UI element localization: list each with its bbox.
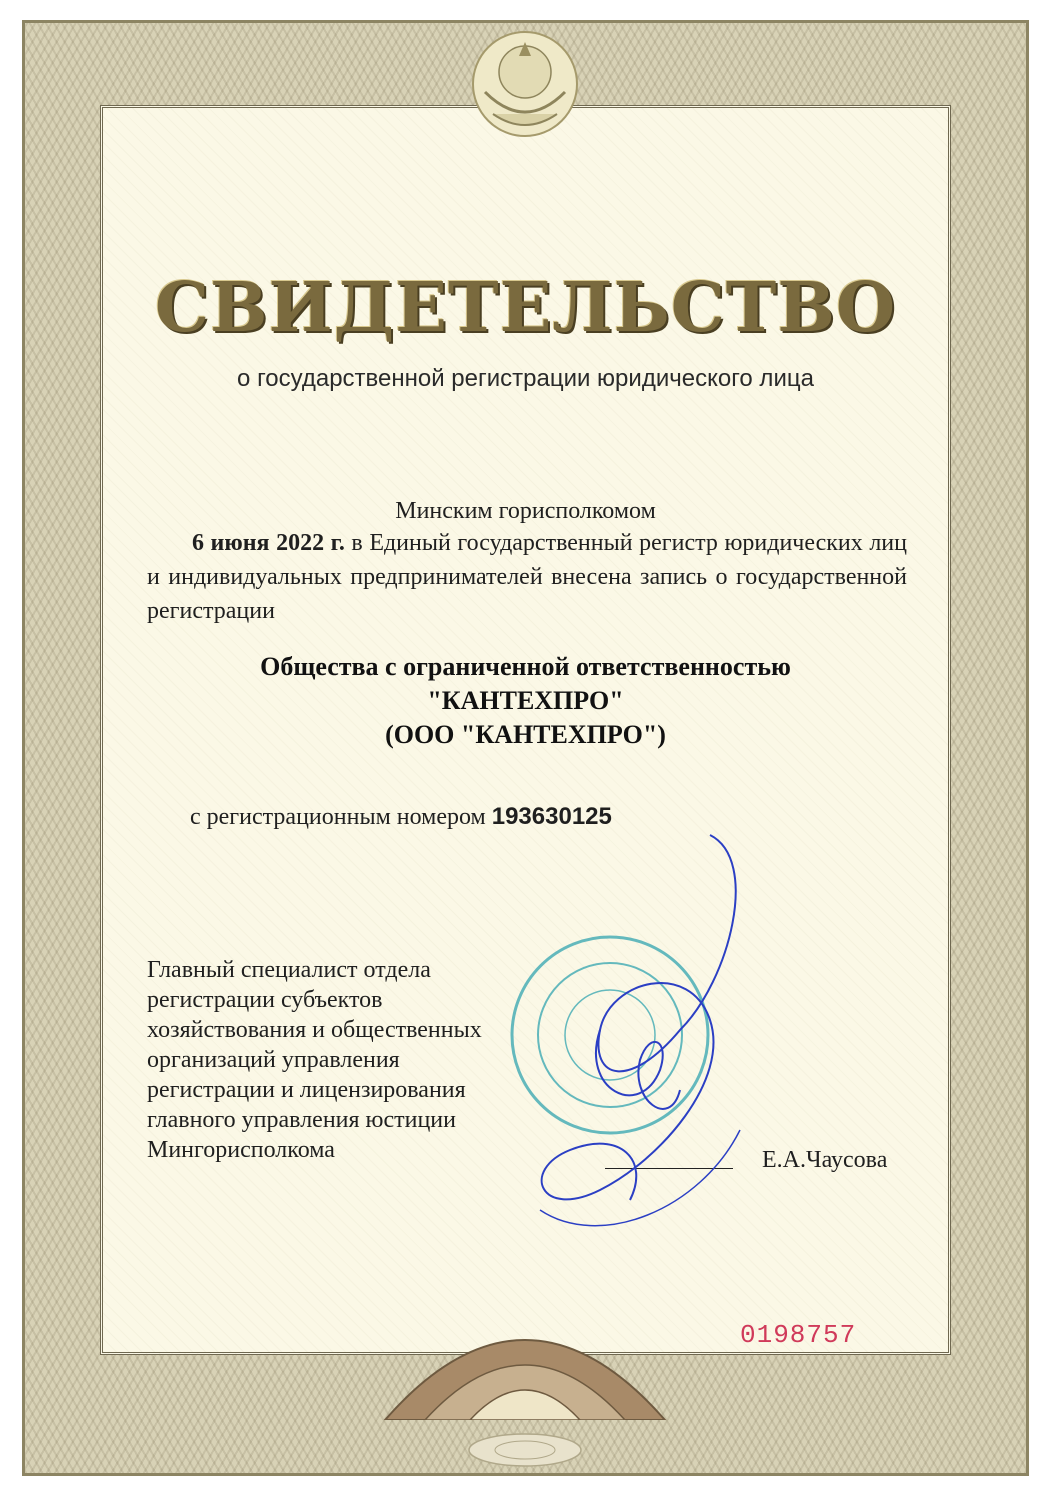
registration-number: 193630125 xyxy=(491,803,612,830)
organization-name xyxy=(0,650,1051,752)
certificate-title: СВИДЕТЕЛЬСТВО xyxy=(154,268,897,348)
signatory-position-line: регистрации и лицензирования xyxy=(147,1077,466,1103)
signatory-name: Е.А.Чаусова xyxy=(762,1147,888,1173)
signatory-position-line: регистрации субъектов xyxy=(147,987,383,1013)
serial-number: 0198757 xyxy=(740,1320,857,1350)
rosette-ornament-icon xyxy=(375,1300,675,1420)
registration-statement-text: в Единый государственный регистр юридических лиц и индивидуальных предпринимателей внесена запись о государственной регистрации xyxy=(147,530,907,624)
belarus-emblem-icon xyxy=(455,22,595,152)
signatory-position-line: Главный специалист отдела xyxy=(147,957,431,983)
signatory-position-line: хозяйствования и общественных xyxy=(147,1017,482,1043)
registration-number-label: с регистрационным номером xyxy=(190,804,492,830)
registration-number-line xyxy=(190,800,612,834)
handwritten-signature-icon xyxy=(480,830,780,1250)
organization-title: "КАНТЕХПРО" xyxy=(427,686,624,715)
issuing-authority: Минским горисполкомом xyxy=(395,498,656,524)
signatory-position-line: Мингорисполкома xyxy=(147,1137,335,1163)
ornament-icon xyxy=(465,1430,585,1470)
registration-statement xyxy=(147,526,907,628)
organization-short-name: (ООО "КАНТЕХПРО") xyxy=(385,720,666,749)
registration-date: 6 июня 2022 г. xyxy=(192,530,345,556)
signatory-position-line: организаций управления xyxy=(147,1047,400,1073)
signatory-position xyxy=(147,955,527,1165)
signatory-position-line: главного управления юстиции xyxy=(147,1107,456,1133)
organization-legal-form: Общества с ограниченной ответственностью xyxy=(260,652,791,681)
certificate-subtitle: о государственной регистрации юридического лица xyxy=(237,365,814,392)
